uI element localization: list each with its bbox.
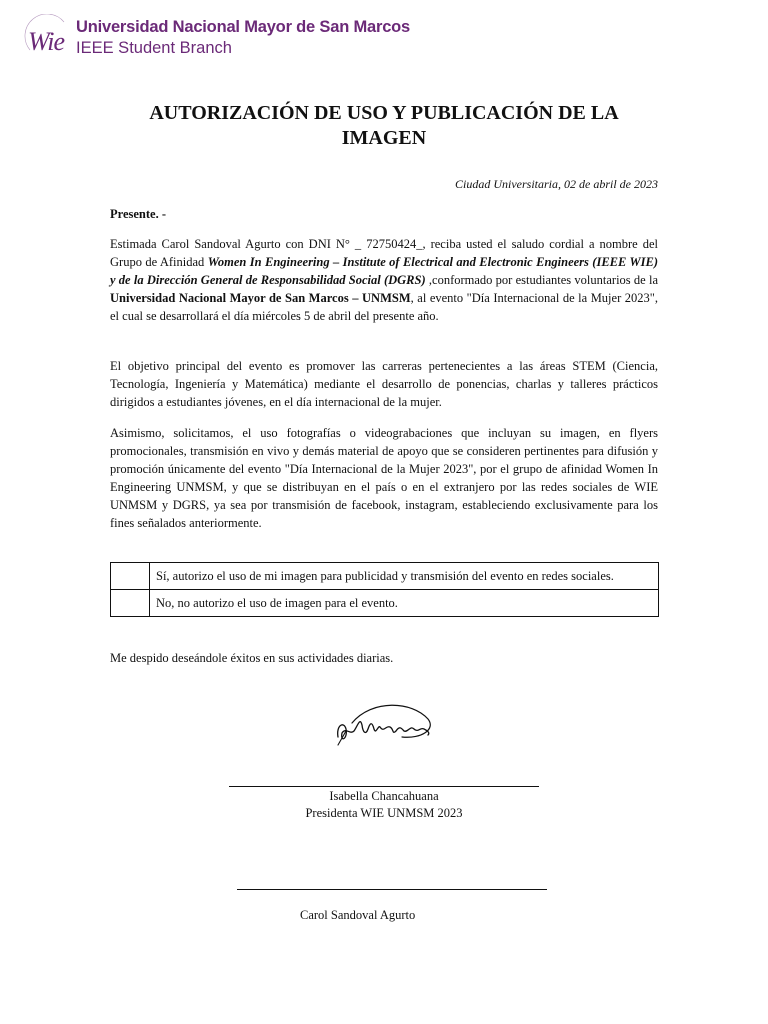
salutation: Presente. - xyxy=(110,207,166,221)
wie-logo-text: Wie xyxy=(28,27,64,56)
date-line: Ciudad Universitaria, 02 de abril de 2023 xyxy=(455,177,658,191)
handwritten-signature-icon xyxy=(332,695,442,755)
signer-role: Presidenta WIE UNMSM 2023 xyxy=(305,806,463,820)
recipient-name: Carol Sandoval Agurto xyxy=(300,908,416,922)
letterhead xyxy=(22,14,411,58)
signature-line-signer xyxy=(229,786,539,787)
option-yes-checkbox[interactable] xyxy=(111,563,150,590)
option-row-yes xyxy=(111,563,659,590)
closing-line: Me despido deseándole éxitos en sus actividades diarias. xyxy=(110,651,394,665)
student-branch-name: IEEE Student Branch xyxy=(76,39,232,57)
paragraph-intro: Estimada Carol Sandoval Agurto con DNI N° _ 72750424_, reciba usted el saludo cordial a nombre del Grupo de Afinidad Women In Engineering – Institute of Electrical and Electronic Engineers (IEEE WIE) y de la Dirección General de Responsabilidad Social (DGRS) ,conformado por estudiantes voluntarios de la Universidad Nacional Mayor de San Marcos – UNMSM, al evento "Día Internacional de la Mujer 2023", el cual se desarrollará el día miércoles 5 de abril del presente año. xyxy=(110,237,658,323)
university-name: Universidad Nacional Mayor de San Marcos xyxy=(76,18,411,36)
option-yes-label: Sí, autorizo el uso de mi imagen para publicidad y transmisión del evento en redes sociales. xyxy=(150,563,659,590)
wie-logo xyxy=(22,14,68,58)
authorization-options-table xyxy=(110,562,659,617)
option-no-checkbox[interactable] xyxy=(111,590,150,617)
option-no-label: No, no autorizo el uso de imagen para el evento. xyxy=(150,590,659,617)
paragraph-request: Asimismo, solicitamos, el uso fotografías o videograbaciones que incluyan su imagen, en flyers promocionales, transmisión en vivo y demás material de apoyo que se consideren pertinentes para difusión y promoción únicamente del evento "Día Internacional de la Mujer 2023", por el grupo de afinidad Women In Engineering UNMSM, y que se distribuyan en el país o en el extranjero por las redes sociales de WIE UNMSM y DGRS, ya sea por transmisión de facebook, instagram, estableciendo exclusivamente para los fines señalados anteriormente. xyxy=(110,426,658,530)
document-title: AUTORIZACIÓN DE USO Y PUBLICACIÓN DE LA IMAGEN xyxy=(149,102,619,149)
paragraph-objective: El objetivo principal del evento es promover las carreras pertenecientes a las áreas STEM (Ciencia, Tecnología, Ingeniería y Matemática) mediante el desarrollo de ponencias, charlas y talleres prácticos dirigidos a estudiantes jóvenes, en el día internacional de la mujer. xyxy=(110,359,658,409)
university-bold: Universidad Nacional Mayor de San Marcos – UNMSM xyxy=(110,291,411,305)
signature-line-recipient xyxy=(237,889,547,890)
option-row-no xyxy=(111,590,659,617)
organization-names: Women In Engineering – Institute of Electrical and Electronic Engineers (IEEE WIE) y de la Dirección General de Responsabilidad Social (DGRS) xyxy=(110,255,658,287)
signer-name: Isabella Chancahuana xyxy=(329,789,439,803)
